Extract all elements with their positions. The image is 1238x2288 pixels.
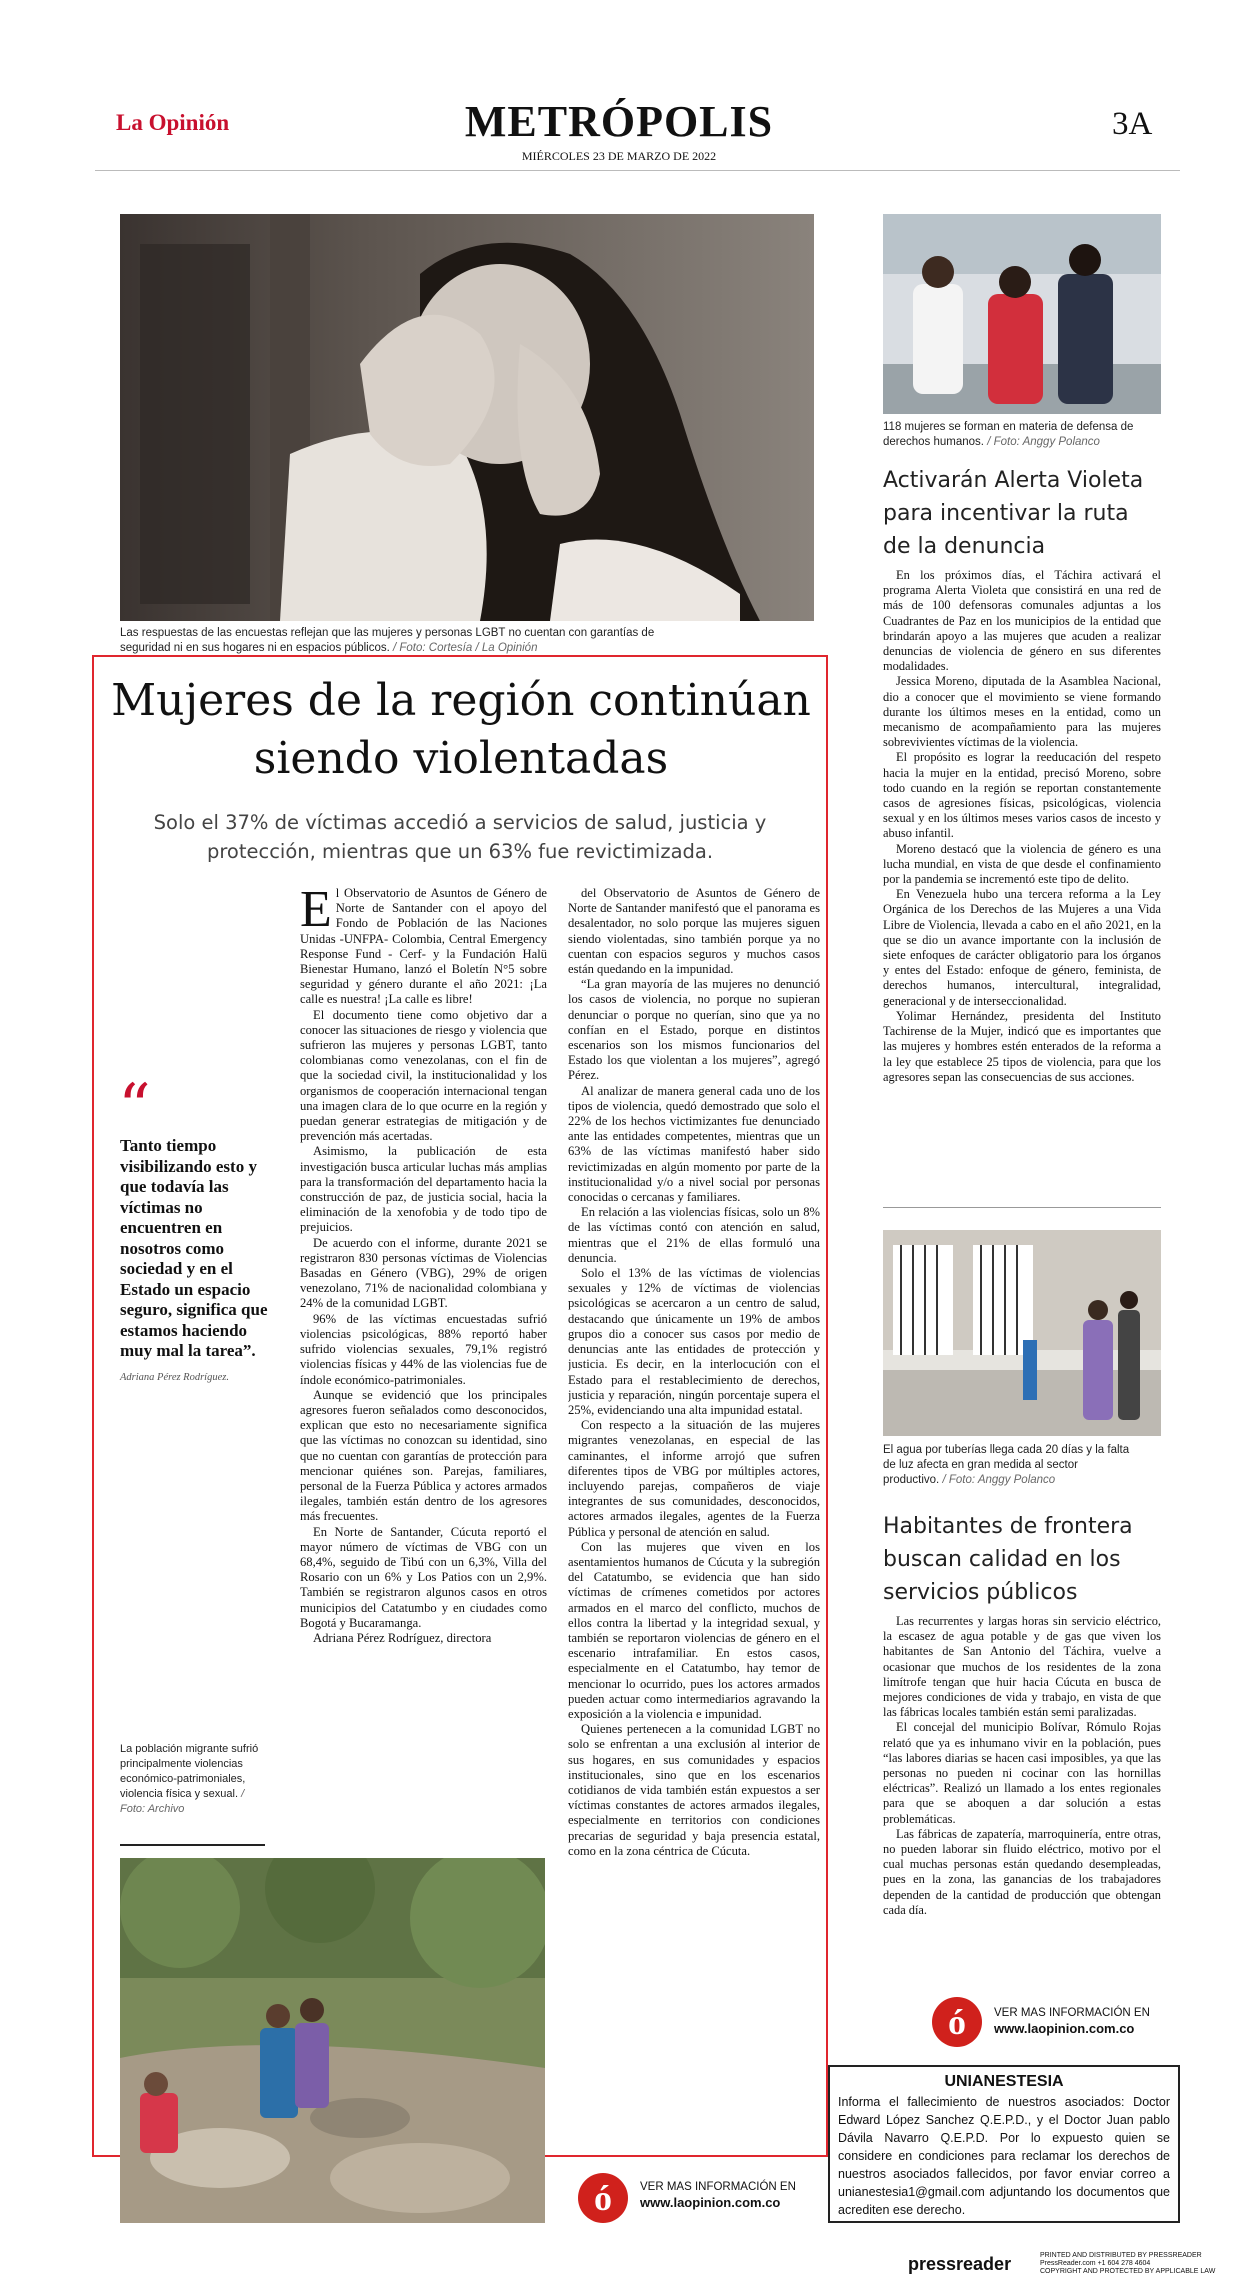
main-photo-credit: / Foto: Cortesía / La Opinión bbox=[393, 642, 538, 654]
drop-cap: E bbox=[300, 886, 332, 938]
paragraph: Adriana Pérez Rodríguez, directora bbox=[313, 1630, 492, 1645]
sidebar-divider bbox=[883, 1207, 1161, 1208]
article-column-2 bbox=[568, 886, 820, 2156]
street-scene-image bbox=[883, 1230, 1161, 1436]
pressreader-legal: PRINTED AND DISTRIBUTED BY PRESSREADER PressReader.com +1 604 278 4604 COPYRIGHT AND PROTECTED BY APPLICABLE LAW bbox=[1040, 2252, 1216, 2275]
migrant-photo bbox=[120, 1858, 545, 2223]
paragraph: Al analizar de manera general cada uno de los tipos de violencia, quedó demostrado que solo el 22% de los hechos victimizantes fue denunciado ante las entidades competentes, mientras que un 63% de las víctimas manifestó haber sido revictimizadas en algún momento por parte de la institucionalidad y/o a nivel social por personas conocidas o cercanas y familiares. bbox=[568, 1083, 820, 1205]
article-column-1 bbox=[300, 886, 547, 1846]
dateline: MIÉRCOLES 23 DE MARZO DE 2022 bbox=[521, 149, 717, 163]
sidebar2-photo bbox=[883, 1230, 1161, 1436]
masthead-logo[interactable]: La Opinión bbox=[116, 110, 230, 135]
sidebar2-credit: / Foto: Anggy Polanco bbox=[942, 1474, 1056, 1486]
paragraph: Yolimar Hernández, presidenta del Instituto Tachirense de la Mujer, indicó que es importantes que las mujeres y hombres estén enterados de la reforma a la ley que establece 25 tipos de violencia, para que los agresores sepan las consecuencias de sus acciones. bbox=[883, 1008, 1161, 1084]
woman-covering-face-image bbox=[120, 214, 814, 621]
paragraph: Asimismo, la publicación de esta investigación busca articular luchas más amplias para la transformación del departamento hacia la construcción de paz, de justicia social, hacia la eliminación de la xenofobia y de todo tipo de prejuicios. bbox=[300, 1144, 547, 1235]
caption-divider bbox=[120, 1844, 265, 1846]
header-divider bbox=[95, 170, 1180, 171]
sidebar1-photo bbox=[883, 214, 1161, 414]
section-title: METRÓPOLIS bbox=[464, 97, 774, 146]
paragraph: Con las mujeres que viven en los asentamientos humanos de Cúcuta y la subregión del Catatumbo, se evidencia que han sido víctimas de crímenes cometidos por actores armados en el marco del conflicto, muchos de ellos contra la libertad y la integridad sexual, y también se reportaron violencias de género en el escenario intrafamiliar. En estos casos, especialmente en el Catatumbo, hay temor de mencionar lo ocurrido, pues los actores armados pueden actuar como intermediarios agravando la exposición a la violencia e impunidad. bbox=[568, 1539, 820, 1721]
paragraph: En los próximos días, el Táchira activará el programa Alerta Violeta que consistirá en una red de más de 100 defensoras comunales adjuntas a los Cuadrantes de Paz en los municipios de la entidad que brindarán apoyo a las mujeres que acuden a realizar denuncias de violencia de género en sus diferentes modalidades. bbox=[883, 568, 1161, 674]
laopinion-promo-icon-right[interactable]: ó bbox=[932, 1997, 982, 2047]
paragraph: Jessica Moreno, diputada de la Asamblea Nacional, dio a conocer que el movimiento se viene formando durante los últimos meses en la entidad, como un mecanismo de acompañamiento para las mujeres sobrevivientes víctimas de la violencia. bbox=[883, 674, 1161, 750]
sidebar1-credit: / Foto: Anggy Polanco bbox=[987, 436, 1100, 448]
sidebar2-caption: El agua por tuberías llega cada 20 días y la falta de luz afecta en gran medida al sector productivo. / Foto: Anggy Polanco bbox=[883, 1444, 1130, 1486]
page-number: 3A bbox=[1112, 106, 1153, 142]
paragraph: Quienes pertenecen a la comunidad LGBT no solo se enfrentan a una exclusión al interior de sus hogares, en sus comunidades y espacios institucionales, sino que en los escenarios cotidianos de vida también están expuestos a ser víctimas constantes de actores armados ilegales, especialmente en territorios con condiciones precarias de seguridad y baja presencia estatal, como en la zona céntrica de Cúcuta. bbox=[568, 1722, 820, 1858]
laopinion-promo-icon[interactable]: ó bbox=[578, 2173, 628, 2223]
paragraph: Las fábricas de zapatería, marroquinería, entre otras, no pueden laborar sin fluido eléctrico, motivo por el cual muchas personas están quedando desempleadas, pues en la zona, las ganancias de los trabajadores dependen de la cantidad de producción que obtengan cada día. bbox=[883, 1826, 1161, 1917]
paragraph: El concejal del municipio Bolívar, Rómulo Rojas relató que ya es inhumano vivir en la población, pues “las labores diarias se hacen casi imposibles, ya que las personas no pueden ni cocinar con las hornillas eléctricas”. Realizó un llamado a los entes regionales para que se aboquen a dar solución a estas problemáticas. bbox=[883, 1720, 1161, 1826]
paragraph: El propósito es lograr la reeducación del respeto hacia la mujer en la entidad, precisó Moreno, sobre todo cuando en la región se reportan constantemente casos de agresiones físicas, psicológicas, violencia sexual y en los últimos meses varios casos de incesto y abuso infantil. bbox=[883, 750, 1161, 841]
promo-text-right[interactable]: VER MAS INFORMACIÓN EN www.laopinion.com.co bbox=[994, 2007, 1150, 2036]
notice-body: Informa el fallecimiento de nuestros asociados: Doctor Edward López Sanchez Q.E.P.D., y el Doctor Juan pablo Dávila Navarro Q.E.P.D. Por lo expuesto quien se considere en condiciones para reclamar los derechos de nuestros asociados fallecidos, por favor enviar correo a unianestesia1@gmail.com adjuntando los documentos que acrediten ese derecho. bbox=[838, 2095, 1170, 2217]
migrants-river-image bbox=[120, 1858, 545, 2223]
quote-mark-icon: “ bbox=[118, 1071, 151, 1145]
promo-text[interactable]: VER MAS INFORMACIÓN EN www.laopinion.com.co bbox=[640, 2181, 796, 2210]
paragraph: El Observatorio de Asuntos de Género de Norte de Santander con el apoyo del Fondo de Población de las Naciones Unidas -UNFPA- Colombia, Central Emergency Response Fund - Cerf- y la Fundación Halü Bienestar Humano, lanzó el Boletín N°5 sobre seguridad y género durante el año 2021: ¡La calle es nuestra! ¡La calle es libre! bbox=[300, 886, 547, 1007]
main-photo bbox=[120, 214, 814, 621]
paragraph: De acuerdo con el informe, durante 2021 se registraron 830 personas víctimas de Violencias Basadas en Género (VBG), 29% de origen venezolano, 71% de nacionalidad colombiana y 24% de la comunidad LGBT. bbox=[300, 1235, 547, 1311]
pull-quote-author: Adriana Pérez Rodríguez. bbox=[120, 1372, 229, 1383]
sidebar2-headline: Habitantes de frontera buscan calidad en los servicios públicos bbox=[883, 1514, 1133, 1605]
women-group-image bbox=[883, 214, 1161, 414]
pressreader-brand: pressreader bbox=[908, 2254, 1012, 2274]
main-photo-caption: Las respuestas de las encuestas reflejan que las mujeres y personas LGBT no cuentan con garantías de seguridad ni en sus hogares ni en espacios públicos. / Foto: Cortesía / La Opinión bbox=[120, 627, 655, 654]
paragraph: En Norte de Santander, Cúcuta reportó el mayor número de víctimas de VBG con un 68,4%, seguido de Tibú con un 6,3%, Villa del Rosario con un 6% y Los Patios con un 2,9%. También se registraron algunos casos en otros municipios del Catatumbo y en ciudades como Bogotá y Bucaramanga. bbox=[300, 1524, 547, 1630]
migrant-photo-credit: / Foto: Archivo bbox=[120, 1788, 245, 1815]
sidebar1-headline: Activarán Alerta Violeta para incentivar la ruta de la denuncia bbox=[883, 468, 1144, 559]
paragraph: En Venezuela hubo una tercera reforma a la Ley Orgánica de los Derechos de las Mujeres a una Vida Libre de Violencia, llevada a cabo en el año 2021, en la que se dio un avance importante con la inclusión de siete enfoques de carácter obligatorio para los órganos y entes del Estado: enfoque de género, feminista, de derechos humanos, intercultural, integralidad, generacional y de interseccionalidad. bbox=[883, 887, 1161, 1008]
paragraph: En relación a las violencias físicas, solo un 8% de las víctimas contó con atención en salud, mientras que el 21% de ellas formuló una denuncia. bbox=[568, 1205, 820, 1265]
promo-url[interactable]: www.laopinion.com.co bbox=[640, 2195, 781, 2210]
obituary-notice bbox=[828, 2065, 1180, 2223]
paragraph: Las recurrentes y largas horas sin servicio eléctrico, la escasez de agua potable y de gas que viven los habitantes de San Antonio del Táchira, vuelve a ocasionar que muchos de los residentes de la zona limítrofe tengan que huir hacia Cúcuta en busca de mejores condiciones de vida y trabajo, en vista de que las fábricas locales también están semi paralizadas. bbox=[883, 1614, 1161, 1720]
article-headline: Mujeres de la región continúan siendo violentadas bbox=[111, 675, 811, 784]
migrant-photo-caption: La población migrante sufrió principalmente violencias económico-patrimoniales, violencia física y sexual. / Foto: Archivo bbox=[120, 1743, 259, 1815]
sidebar2-body bbox=[883, 1614, 1161, 1984]
promo-url-right[interactable]: www.laopinion.com.co bbox=[994, 2021, 1135, 2036]
paragraph: Moreno destacó que la violencia de género es una lucha mundial, en vista de que desde el confinamiento por la pandemia se incrementó este tipo de delito. bbox=[883, 841, 1161, 887]
sidebar1-caption: 118 mujeres se forman en materia de defensa de derechos humanos. / Foto: Anggy Polanco bbox=[883, 421, 1134, 448]
paragraph: del Observatorio de Asuntos de Género de Norte de Santander manifestó que el panorama es desalentador, no solo porque las mujeres siguen siendo violentadas, sino también porque ya no cuentan con espacios seguros y muchos casos están quedando en la impunidad. bbox=[568, 886, 820, 977]
notice-title: UNIANESTESIA bbox=[944, 2073, 1064, 2090]
paragraph: Solo el 13% de las víctimas de violencias sexuales y 12% de víctimas de violencias psicológicas se acercaron a un centro de salud, destacando que únicamente un 19% de ambos grupos dio a conocer sus casos por medio de denuncias ante las entidades de protección y justicia. Es decir, en la interlocución con el Estado para el restablecimiento de derechos, justicia y reparación, ningún porcentaje supera el 25%, evidenciando una alta impunidad estatal. bbox=[568, 1266, 820, 1417]
paragraph: Aunque se evidenció que los principales agresores fueron señalados como desconocidos, explican que esto no necesariamente significa que las víctimas no conozcan su identidad, sino que no cuentan con garantías de protección para mencionar quiénes son. Parejas, familiares, personal de la Fuerza Pública y actores armados ilegales, también están dentro de los agresores más frecuentes. bbox=[300, 1387, 547, 1524]
sidebar1-body bbox=[883, 568, 1161, 1188]
paragraph: El documento tiene como objetivo dar a conocer las situaciones de riesgo y violencia que sufrieron las mujeres y personas LGBT, tanto colombianas como venezolanas, con el fin de que la sociedad civil, la institucionalidad y los organismos de cooperación internacional tengan una imagen clara de lo que ocurre en la región y puedan generar estrategias de mitigación y de prevención más acertadas. bbox=[300, 1007, 547, 1144]
paragraph: Con respecto a la situación de las mujeres migrantes venezolanas, en especial de las caminantes, el informe arrojó que sufren diferentes tipos de VBG por múltiples actores, incluyendo parejas, compañeros de viaje integrantes de sus comunidades, desconocidos, actores armados ilegales, agentes de la Fuerza Pública y personal de atención en salud. bbox=[568, 1418, 820, 1539]
paragraph: 96% de las víctimas encuestadas sufrió violencias psicológicas, 88% reportó haber sufrido violencias sexuales, 79,1% registró violencias físicas y 44% de las violencias fue de índole económico-patrimoniales. bbox=[300, 1311, 547, 1387]
pull-quote: Tanto tiempo visibilizando esto y que todavía las víctimas no encuentren en nosotros como sociedad y en el Estado un espacio seguro, significa que estamos haciendo muy mal la tarea”. bbox=[120, 1136, 268, 1360]
paragraph: “La gran mayoría de las mujeres no denunció los casos de violencia, no porque no supieran denunciar o porque no querían, sino que ya no confían en el Estado, porque en distintos escenarios son los mismos funcionarios del Estado los que violentan a los mujeres”, agregó Pérez. bbox=[568, 977, 820, 1083]
article-subhead: Solo el 37% de víctimas accedió a servicios de salud, justicia y protección, mientras que un 63% fue revictimizada. bbox=[153, 811, 767, 863]
pressreader-logo[interactable] bbox=[908, 2254, 1011, 2275]
